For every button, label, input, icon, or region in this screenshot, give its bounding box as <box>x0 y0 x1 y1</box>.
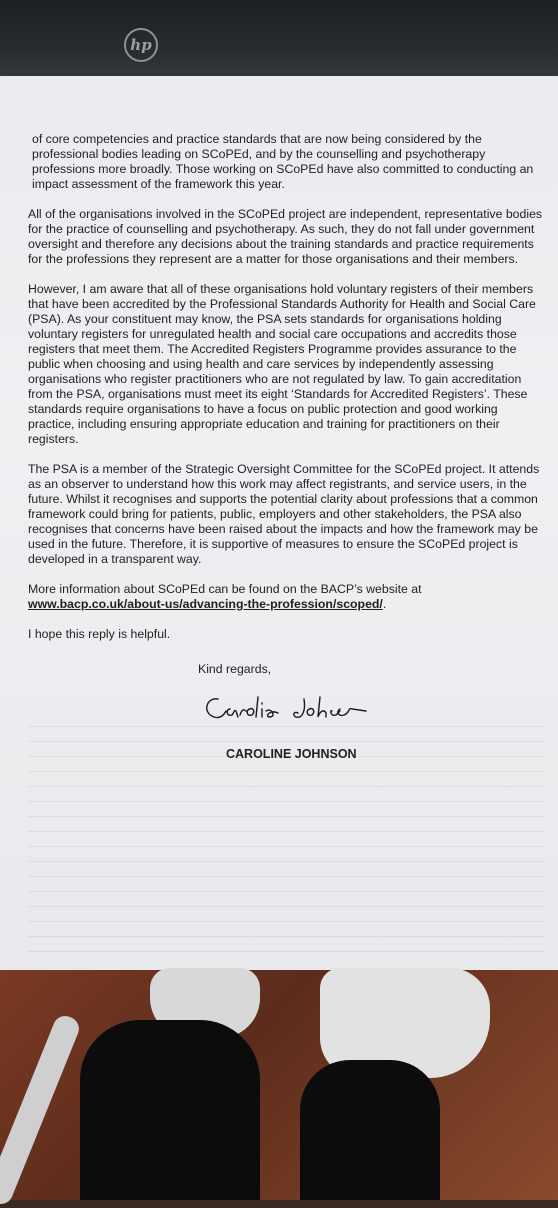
left-leg <box>80 1020 260 1200</box>
bacp-website-link[interactable]: www.bacp.co.uk/about-us/advancing-the-profession/scoped/ <box>28 597 383 611</box>
letter-body <box>28 132 544 762</box>
signer-name: CAROLINE JOHNSON <box>226 747 357 761</box>
right-leg <box>300 1060 440 1200</box>
paragraph-3: However, I am aware that all of these organisations hold voluntary registers of their members that have been accredited by the Professional Standards Authority for Health and Social Care (PSA). As your constituent may know, the PSA sets standards for organisations holding voluntary registers for unregulated health and social care occupations and accredits those registers that meet them. The Accredited Registers Programme provides assurance to the public when choosing and using health and care services by independently assessing organisations who register practitioners who are not regulated by law. To gain accreditation from the PSA, organisations must meet its eight ‘Standards for Accredited Registers’. These standards require organisations to have a focus on public protection and good working practice, including ensuring appropriate education and training for practitioners on their registers. <box>28 282 536 446</box>
paragraph-2: All of the organisations involved in the SCoPEd project are independent, representative bodies for the practice of counselling and psychotherapy. As such, they do not fall under government oversight and therefore any decisions about the training standards and practice requirements for the professions they represent are a matter for those organisations and their members. <box>28 207 543 266</box>
more-info-end: . <box>382 597 387 611</box>
paragraph-1: of core competencies and practice standards that are now being considered by the professional bodies leading on SCoPEd, and by the counselling and psychotherapy professions more broadly. Those working on SCoPEd have also committed to conducting an impact assessment of the framework this year. <box>32 132 534 191</box>
closing-line: I hope this reply is helpful. <box>28 627 171 641</box>
laptop-bezel <box>0 0 558 80</box>
letter-paper <box>0 76 558 970</box>
more-info-paragraph <box>28 582 544 612</box>
kind-regards: Kind regards, <box>198 662 272 676</box>
more-info-text: More information about SCoPEd can be found on the BACP’s website at <box>28 582 422 596</box>
handwritten-signature <box>200 691 390 725</box>
hp-logo-icon: hp <box>124 28 158 62</box>
paragraph-4: The PSA is a member of the Strategic Oversight Committee for the SCoPEd project. It attends as an observer to understand how this work may affect registrants, and service users, in the future. Whilst it recognises and supports the potential clarity about professions that a common framework could bring for patients, public, employers and other stakeholders, the PSA also recognises that concerns have been raised about the impacts and how the framework may be used in the future. Therefore, it is supportive of measures to ensure the SCoPEd project is developed in a transparent way. <box>28 462 540 566</box>
